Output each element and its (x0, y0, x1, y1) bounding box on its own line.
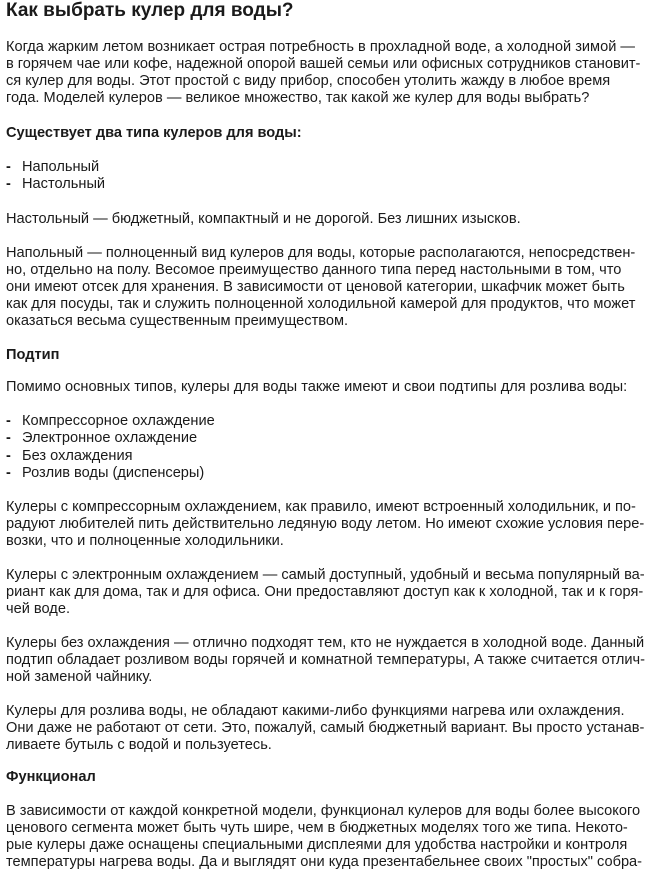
text-line: но, отдельно на полу. Весомое преимущество данного типа перед настольными в том, что (6, 262, 622, 278)
text-line: Кулеры с компрессорным охлаждением, как правило, имеют встроенный холодильник, и по- (6, 499, 636, 515)
text-line: Напольный — полноценный вид кулеров для воды, которые располагаются, непосредствен- (6, 245, 636, 261)
desktop-paragraph (6, 211, 521, 228)
list-item-label: Электронное охлаждение (22, 430, 198, 447)
list-item (6, 176, 105, 193)
list-item (6, 448, 215, 465)
compressor-paragraph (6, 499, 644, 550)
floor-paragraph (6, 245, 635, 330)
list-item (6, 430, 215, 447)
list-item (6, 413, 215, 430)
text-line: они имеют отсек для хранения. В зависимости от ценовой категории, шкафчик может быть (6, 279, 625, 295)
list-item (6, 465, 215, 482)
text-line: подтип обладает розливом воды горячей и комнатной температуры, А также считается отлич- (6, 652, 645, 668)
text-line: ной заменой чайнику. (6, 669, 153, 685)
article-title: Как выбрать кулер для воды? (6, 0, 294, 21)
text-line: ценового сегмента может быть чуть шире, чем в бюджетных моделях того же типа. Некото- (6, 820, 628, 836)
text-line: Помимо основных типов, кулеры для воды также имеют и свои подтипы для розлива воды: (6, 379, 628, 395)
dash-bullet: - (6, 447, 11, 464)
text-line: возки, что и полноценные холодильники. (6, 533, 284, 549)
text-line: ся кулер для воды. Этот простой с виду прибор, способен утолить жажду в любое время (6, 73, 611, 89)
text-line: Кулеры с электронным охлаждением — самый доступный, удобный и весьма популярный ва- (6, 567, 645, 583)
text-line: В зависимости от каждой конкретной модели, функционал кулеров для воды более высокого (6, 803, 641, 819)
list-item-label: Розлив воды (диспенсеры) (22, 465, 205, 482)
text-line: чей воде. (6, 601, 70, 617)
text-line: года. Моделей кулеров — великое множество, так какой же кулер для воды выбрать? (6, 90, 590, 106)
dash-bullet: - (6, 413, 11, 429)
list-item-label: Компрессорное охлаждение (22, 413, 215, 429)
intro-paragraph (6, 39, 640, 107)
text-line: оказаться весьма существенным преимуществом. (6, 313, 349, 329)
text-line: Когда жарким летом возникает острая потребность в прохладной воде, а холодной зимой — (6, 39, 636, 55)
text-line: температуры нагрева воды. Да и выглядят они куда презентабельнее своих "простых" собра- (6, 854, 643, 869)
dispenser-paragraph (6, 703, 644, 754)
no-cooling-paragraph (6, 635, 645, 686)
dash-bullet: - (6, 430, 11, 447)
text-line: как для посуды, так и служить полноценной холодильной камерой для продуктов, что может (6, 296, 636, 312)
subtypes-list (6, 413, 215, 483)
text-line: Кулеры без охлаждения — отлично подходят тем, кто не нуждается в холодной воде. Данный (6, 635, 645, 651)
text-line: Они даже не работают от сети. Это, пожалуй, самый бюджетный вариант. Вы просто устанав- (6, 720, 645, 736)
types-heading: Существует два типа кулеров для воды: (6, 125, 302, 141)
list-item-label: Настольный (22, 176, 106, 193)
function-heading: Функционал (6, 769, 96, 785)
text-line: Кулеры для розлива воды, не обладают какими-либо функциями нагрева или охлаждения. (6, 703, 625, 719)
text-line: радуют любителей пить действительно ледяную воду летом. Но имеют схожие условия пере- (6, 516, 645, 532)
types-list (6, 159, 105, 194)
list-item (6, 159, 105, 176)
text-line: в горячем чае или кофе, надежной опорой вашей семьи или офисных сотрудников становит- (6, 56, 641, 72)
text-line: Настольный — бюджетный, компактный и не дорогой. Без лишних изысков. (6, 211, 521, 227)
subtype-heading: Подтип (6, 347, 60, 363)
subtype-intro-paragraph (6, 379, 627, 396)
text-line: риант как для дома, так и для офиса. Они предоставляют доступ как к холодной, так и к горя- (6, 584, 644, 600)
electronic-paragraph (6, 567, 645, 618)
function-paragraph (6, 803, 642, 869)
text-line: рые кулеры даже оснащены специальными дисплеями для удобства настройки и контроля (6, 837, 628, 853)
text-line: ливаете бутыль с водой и пользуетесь. (6, 737, 272, 753)
dash-bullet: - (6, 159, 11, 175)
list-item-label: Напольный (22, 159, 100, 175)
dash-bullet: - (6, 465, 11, 482)
dash-bullet: - (6, 176, 11, 193)
list-item-label: Без охлаждения (22, 447, 133, 464)
